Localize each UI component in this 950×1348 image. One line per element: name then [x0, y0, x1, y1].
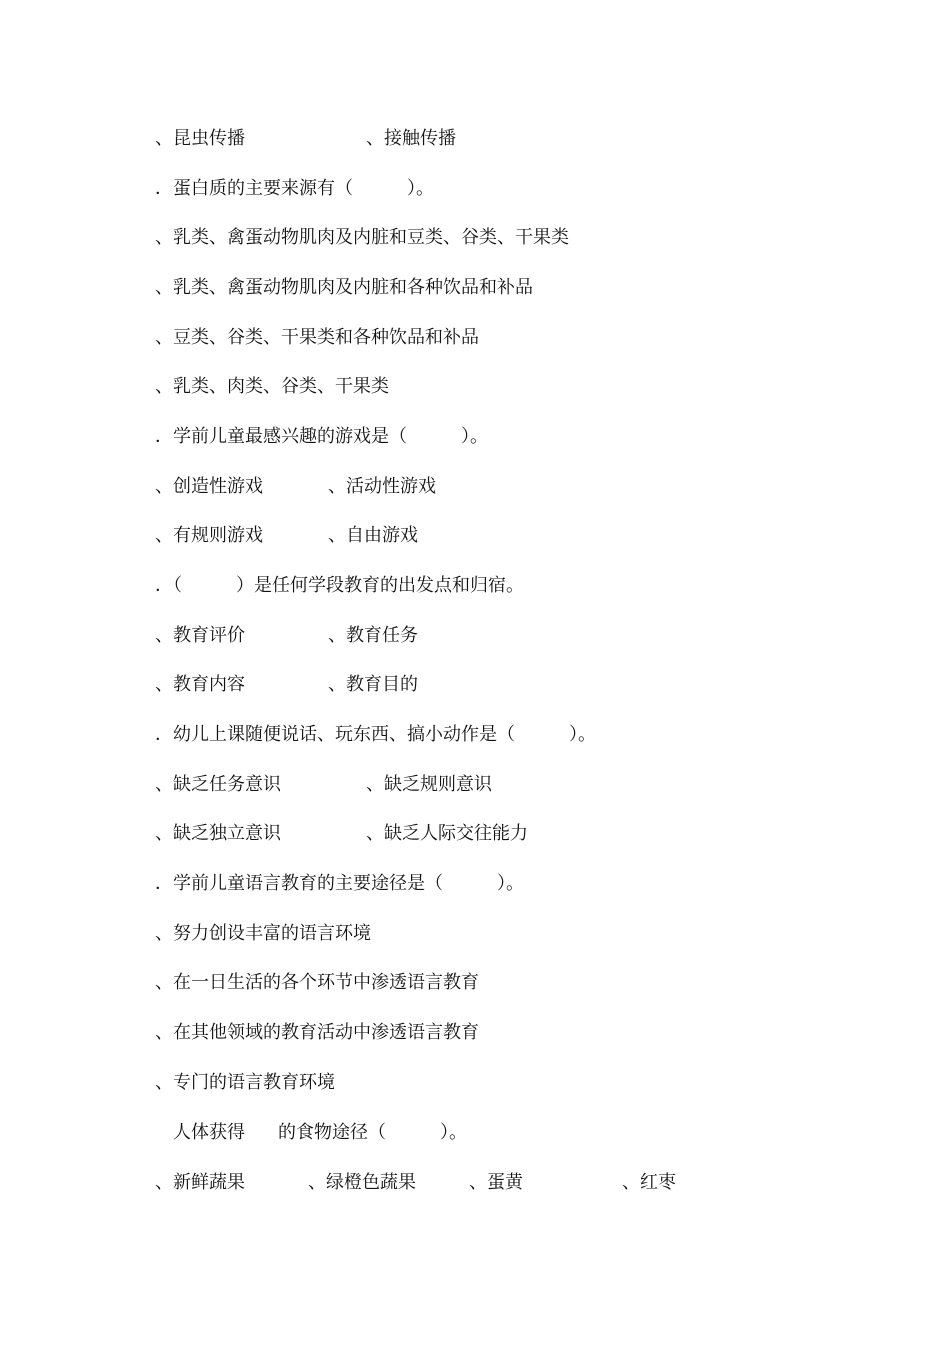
answer-options-row	[155, 1168, 676, 1198]
option-d: 、专门的语言教育环境	[155, 1072, 335, 1093]
answer-options-row	[155, 472, 436, 502]
option-a: 、缺乏任务意识	[155, 774, 281, 795]
question-text: ．学前儿童语言教育的主要途径是（ ）。	[155, 873, 524, 894]
option-c: 、缺乏独立意识	[155, 823, 281, 844]
question-text: ．蛋白质的主要来源有（ ）。	[155, 178, 434, 199]
question-stem	[155, 869, 524, 899]
option-d: 、乳类、肉类、谷类、干果类	[155, 376, 389, 397]
option-c: 、蛋黄	[469, 1172, 523, 1193]
question-stem	[155, 571, 524, 601]
answer-option	[155, 968, 479, 998]
option-b: 、乳类、禽蛋动物肌肉及内脏和各种饮品和补品	[155, 277, 533, 298]
option-b: 、教育任务	[328, 625, 418, 646]
option-c: 、教育内容	[155, 674, 245, 695]
option-c: 、在其他领域的教育活动中渗透语言教育	[155, 1022, 479, 1043]
question-text: ．学前儿童最感兴趣的游戏是（ ）。	[155, 426, 488, 447]
question-stem	[155, 720, 596, 750]
option-a: 、乳类、禽蛋动物肌肉及内脏和豆类、谷类、干果类	[155, 227, 569, 248]
answer-options-row	[155, 124, 456, 154]
option-d: 、红枣	[622, 1172, 676, 1193]
option-d: 、教育目的	[328, 674, 418, 695]
option-b: 、活动性游戏	[328, 476, 436, 497]
answer-option	[155, 372, 389, 402]
answer-options-row	[155, 521, 418, 551]
option-a: 、新鲜蔬果	[155, 1172, 245, 1193]
option-a: 、创造性游戏	[155, 476, 263, 497]
option-c: 、昆虫传播	[155, 128, 245, 149]
answer-option	[155, 1018, 479, 1048]
answer-option	[155, 1068, 335, 1098]
question-stem	[155, 422, 488, 452]
question-text-end: 的食物途径（ ）。	[278, 1122, 467, 1143]
answer-options-row	[155, 670, 418, 700]
question-text: ．（ ）是任何学段教育的出发点和归宿。	[155, 575, 524, 596]
option-c: 、豆类、谷类、干果类和各种饮品和补品	[155, 327, 479, 348]
option-c: 、有规则游戏	[155, 525, 263, 546]
answer-option	[155, 919, 371, 949]
question-stem	[155, 1118, 467, 1148]
option-d: 、自由游戏	[328, 525, 418, 546]
option-d: 、缺乏人际交往能力	[366, 823, 528, 844]
answer-option	[155, 323, 479, 353]
answer-option	[155, 273, 533, 303]
question-text: ．幼儿上课随便说话、玩东西、搞小动作是（ ）。	[155, 724, 596, 745]
question-text-start: 人体获得	[173, 1122, 245, 1143]
option-a: 、努力创设丰富的语言环境	[155, 923, 371, 944]
option-b: 、绿橙色蔬果	[308, 1172, 416, 1193]
answer-options-row	[155, 621, 418, 651]
option-b: 、缺乏规则意识	[366, 774, 492, 795]
option-d: 、接触传播	[366, 128, 456, 149]
answer-options-row	[155, 819, 528, 849]
option-a: 、教育评价	[155, 625, 245, 646]
option-b: 、在一日生活的各个环节中渗透语言教育	[155, 972, 479, 993]
answer-option	[155, 223, 569, 253]
answer-options-row	[155, 770, 492, 800]
question-stem	[155, 174, 434, 204]
